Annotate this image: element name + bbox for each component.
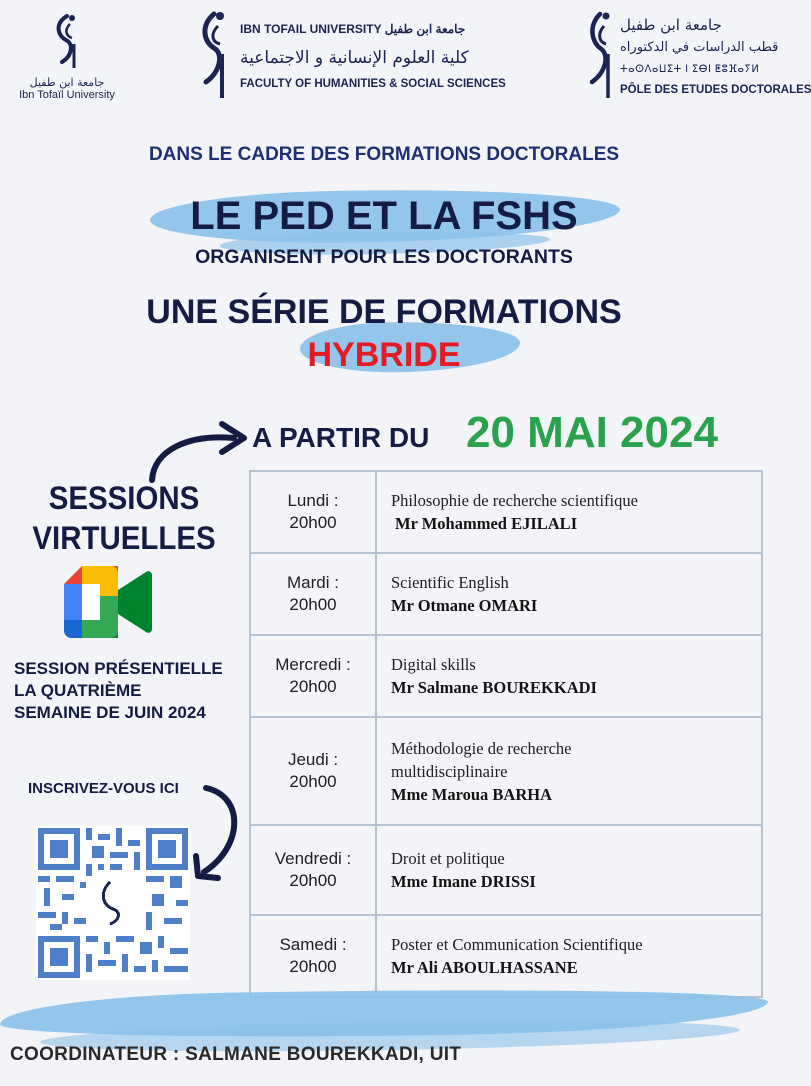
- day-cell: Mercredi : 20h00: [250, 635, 376, 717]
- course-title: Poster et Communication Scientifique: [391, 935, 643, 954]
- course-title: Philosophie de recherche scientifique: [391, 491, 638, 510]
- subtitle: ORGANISENT POUR LES DOCTORANTS: [195, 246, 573, 268]
- ped-logo: [580, 6, 811, 106]
- sessions-virtuelles-heading: [28, 478, 219, 558]
- course-title: Digital skills: [391, 655, 476, 674]
- speaker-name: Mr Ali ABOULHASSANE: [391, 958, 578, 977]
- course-cell: [376, 471, 762, 553]
- course-title: Méthodologie de recherche multidisciplinaire: [391, 738, 572, 781]
- presentiel-line: SESSION PRÉSENTIELLE: [14, 659, 223, 678]
- ped-logo-line4: PÔLE DES ETUDES DOCTORALES: [620, 84, 811, 96]
- coordinator-text: COORDINATEUR : SALMANE BOUREKKADI, UIT: [10, 1044, 462, 1065]
- cadre-heading: DANS LE CADRE DES FORMATIONS DOCTORALES: [148, 144, 620, 165]
- course-cell: [376, 717, 762, 825]
- curved-arrow-icon: [138, 420, 250, 484]
- ibn-tofail-logo-icon: [8, 10, 126, 74]
- ped-logo-line2: قطب الدراسات في الدكتوراه: [620, 40, 779, 55]
- university-name-english: Ibn Tofaïl University: [19, 89, 115, 101]
- course-cell: [376, 553, 762, 635]
- table-row: [250, 915, 762, 997]
- presentiel-line: LA QUATRIÈME: [14, 681, 142, 700]
- registration-qr-code[interactable]: [36, 826, 190, 980]
- university-name-arabic: جامعة ابن طفيل: [29, 76, 105, 89]
- start-date: 20 MAI 2024: [466, 408, 718, 457]
- course-title: Scientific English: [391, 573, 509, 592]
- main-title: LE PED ET LA FSHS: [190, 194, 578, 238]
- sessions-line: SESSIONS: [48, 480, 200, 516]
- qr-code-icon: [38, 828, 188, 978]
- hybrid-label: HYBRIDE: [307, 336, 461, 374]
- inscrivez-label: INSCRIVEZ-VOUS ICI: [28, 780, 179, 797]
- day-cell: Samedi : 20h00: [250, 915, 376, 997]
- fshs-logo-line1: IBN TOFAIL UNIVERSITY جامعة ابن طفيل: [240, 22, 466, 36]
- table-row: [250, 635, 762, 717]
- course-cell: [376, 915, 762, 997]
- table-row: [250, 825, 762, 915]
- course-title: Droit et politique: [391, 849, 505, 868]
- fshs-logo-line2: كلية العلوم الإنسانية و الاجتماعية: [240, 48, 469, 68]
- ibn-tofail-university-logo: [8, 10, 126, 101]
- day-cell: Vendredi : 20h00: [250, 825, 376, 915]
- table-row: [250, 717, 762, 825]
- google-meet-icon: [64, 566, 152, 638]
- fshs-logo-line3: FACULTY OF HUMANITIES & SOCIAL SCIENCES: [240, 78, 506, 90]
- schedule-table: [249, 470, 763, 998]
- ibn-tofail-logo-icon: [580, 8, 618, 104]
- speaker-name: Mr Salmane BOUREKKADI: [391, 678, 597, 697]
- fshs-logo: [188, 6, 518, 106]
- speaker-name: Mme Maroua BARHA: [391, 784, 553, 804]
- curved-arrow-down-icon: [186, 776, 250, 886]
- speaker-name: Mr Otmane OMARI: [391, 596, 538, 615]
- ped-logo-line3: ⵜⴰⵙⴷⴰⵡⵉⵜ ⵏ ⵉⴱⵏ ⵟⵓⴼⴰⵢⵍ: [620, 64, 760, 75]
- start-prefix: A PARTIR DU: [252, 422, 430, 453]
- series-title: UNE SÉRIE DE FORMATIONS: [146, 293, 622, 331]
- day-cell: Mardi : 20h00: [250, 553, 376, 635]
- speaker-name: Mme Imane DRISSI: [391, 872, 536, 891]
- table-row: [250, 553, 762, 635]
- presentiel-line: SEMAINE DE JUIN 2024: [14, 703, 206, 722]
- day-cell: Jeudi : 20h00: [250, 717, 376, 825]
- session-presentielle-text: [14, 658, 236, 724]
- course-cell: [376, 635, 762, 717]
- day-cell: Lundi : 20h00: [250, 471, 376, 553]
- ped-logo-line1: جامعة ابن طفيل: [620, 16, 722, 34]
- course-cell: [376, 825, 762, 915]
- speaker-name: Mr Mohammed EJILALI: [395, 514, 578, 533]
- table-row: [250, 471, 762, 553]
- ibn-tofail-logo-icon: [190, 8, 236, 104]
- virtuelles-line: VIRTUELLES: [32, 520, 216, 556]
